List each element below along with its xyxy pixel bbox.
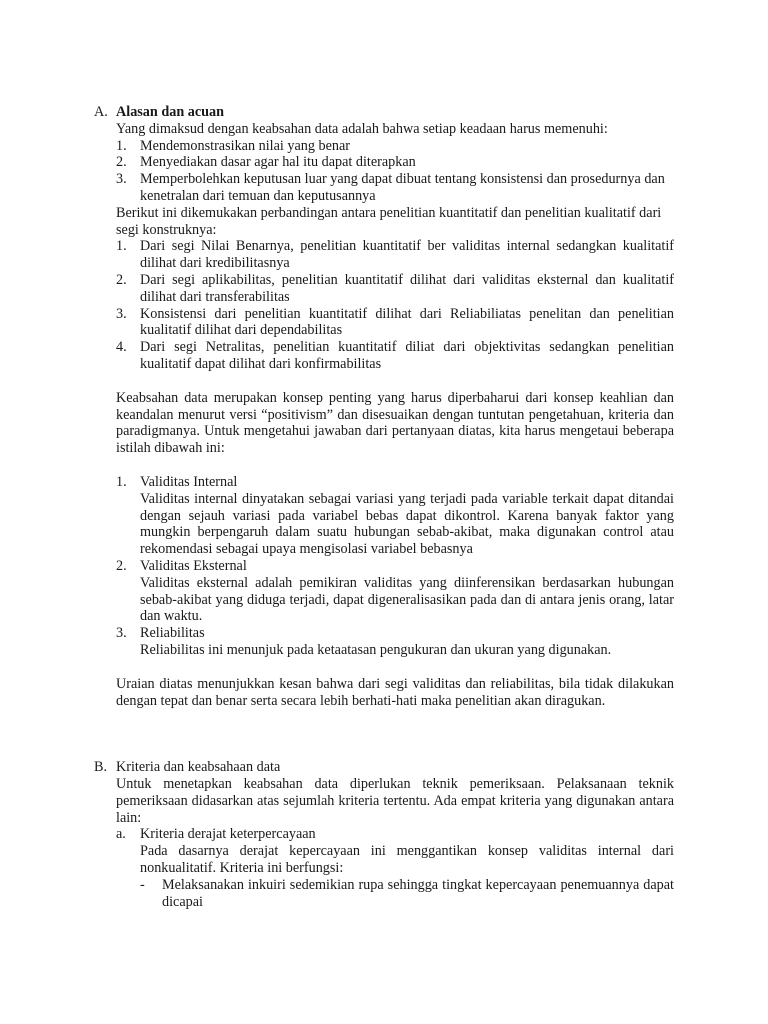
list-number: 2. (116, 271, 127, 288)
term-title: Validitas Eksternal (140, 557, 247, 574)
list-text: Dari segi Netralitas, penelitian kuantitatif diliat dari objektivitas sedangkan penelitian kualitatif dapat dilihat dari konfirmabilitas (140, 339, 674, 372)
terms-list (116, 474, 674, 659)
list-text: Mendemonstrasikan nilai yang benar (140, 137, 350, 154)
list-number: 2. (116, 557, 127, 574)
list-item (116, 474, 674, 558)
list-number: 1. (116, 473, 127, 490)
list-item (116, 826, 674, 910)
list-number: 1. (116, 238, 127, 255)
list-number: 3. (116, 625, 127, 642)
list-text: Konsistensi dari penelitian kuantitatif dilihat dari Reliabiliatas penelitan dan penelitian kualitatif dilihat dari dependabilitas (140, 305, 674, 339)
list-text: Menyediakan dasar agar hal itu dapat diterapkan (140, 154, 416, 171)
list-letter: a. (116, 826, 126, 843)
requirements-list (116, 138, 674, 205)
spacer (94, 709, 674, 759)
criteria-text: Pada dasarnya derajat kepercayaan ini menggantikan konsep validitas internal dari nonkualitatif. Kriteria ini berfungsi: (140, 843, 674, 877)
comparison-intro: Berikut ini dikemukakan perbandingan antara penelitian kuantitatif dan penelitian kualitatif dari segi konstruknya: (116, 204, 662, 238)
list-number: 2. (116, 154, 127, 171)
section-a-heading (94, 104, 674, 121)
list-item (116, 154, 674, 171)
list-text: Memperbolehkan keputusan luar yang dapat dibuat tentang konsistensi dan prosedurnya dan kenetralan dari temuan dan keputusannya (140, 171, 665, 204)
list-item (116, 238, 674, 272)
spacer (94, 659, 674, 676)
list-item (116, 272, 674, 306)
list-text: Dari segi aplikabilitas, penelitian kuantitatif dilihat dari validitas eksternal dan kualitatif dilihat dari transferabilitas (140, 271, 674, 305)
list-item (116, 306, 674, 340)
section-a-title: Alasan dan acuan (116, 104, 225, 120)
function-text: Melaksanakan inkuiri sedemikian rupa sehingga tingkat kepercayaan penemuannya dapat dicapai (162, 876, 674, 910)
section-b-label: B. (94, 759, 108, 776)
term-text: Validitas internal dinyatakan sebagai variasi yang terjadi pada variable terkait dapat ditandai dengan sejauh variasi pada variabel bebas dapat dikontrol. Karena banyak faktor yang mungkin berpengaruh dalam suatu hubungan sebab-akibat, maka digunakan control atau rekomendasi sebagai upaya mengisolasi variabel bebasnya (140, 490, 674, 558)
function-item (140, 877, 674, 911)
term-text: Reliabilitas ini menunjuk pada ketaatasan pengukuran dan ukuran yang digunakan. (140, 641, 612, 658)
section-a-intro: Yang dimaksud dengan keabsahan data adalah bahwa setiap keadaan harus memenuhi: (116, 120, 608, 137)
section-b-heading (94, 759, 674, 776)
list-number: 3. (116, 305, 127, 322)
term-text: Validitas eksternal adalah pemikiran validitas yang diinferensikan berdasarkan hubungan sebab-akibat yang diduga terjadi, dapat digeneralisasikan pada dan di antara jenis orang, latar dan waktu. (140, 574, 674, 625)
summary-paragraph: Uraian diatas menunjukkan kesan bahwa dari segi validitas dan reliabilitas, bila tidak dilakukan dengan tepat dan benar serta secara lebih berhati-hati maka penelitian akan diragukan. (116, 675, 674, 709)
list-text: Dari segi Nilai Benarnya, penelitian kuantitatif ber validitas internal sedangkan kualitatif dilihat dari kredibilitasnya (140, 238, 674, 272)
comparison-list (116, 238, 674, 372)
list-number: 1. (116, 137, 127, 154)
term-title: Validitas Internal (140, 473, 238, 490)
section-b-intro: Untuk menetapkan keabsahan data diperlukan teknik pemeriksaan. Pelaksanaan teknik pemeriksaan didasarkan atas sejumlah kriteria tertentu. Ada empat kriteria yang digunakan antara lain: (116, 776, 674, 826)
section-b-title: Kriteria dan keabsahaan data (116, 759, 281, 776)
term-title: Reliabilitas (140, 625, 205, 642)
section-a-label: A. (94, 104, 108, 120)
list-item (116, 339, 674, 373)
list-item (116, 625, 674, 659)
criteria-list (116, 826, 674, 910)
dash-bullet: - (140, 876, 145, 893)
list-item (116, 171, 674, 205)
spacer (94, 373, 674, 390)
document-content (94, 104, 674, 910)
spacer (94, 457, 674, 474)
list-number: 3. (116, 171, 127, 188)
criteria-title: Kriteria derajat keterpercayaan (140, 826, 316, 843)
list-number: 4. (116, 339, 127, 356)
list-item (116, 558, 674, 625)
list-item (116, 138, 674, 155)
concept-paragraph: Keabsahan data merupakan konsep penting yang harus diperbaharui dari konsep keahlian dan keandalan menurut versi “positivism” dan disesuaikan dengan tuntutan pengetahuan, kriteria dan paradigmanya. Untuk mengetahui jawaban dari pertanyaan diatas, kita harus mengetaui beberapa istilah dibawah ini: (116, 389, 674, 457)
